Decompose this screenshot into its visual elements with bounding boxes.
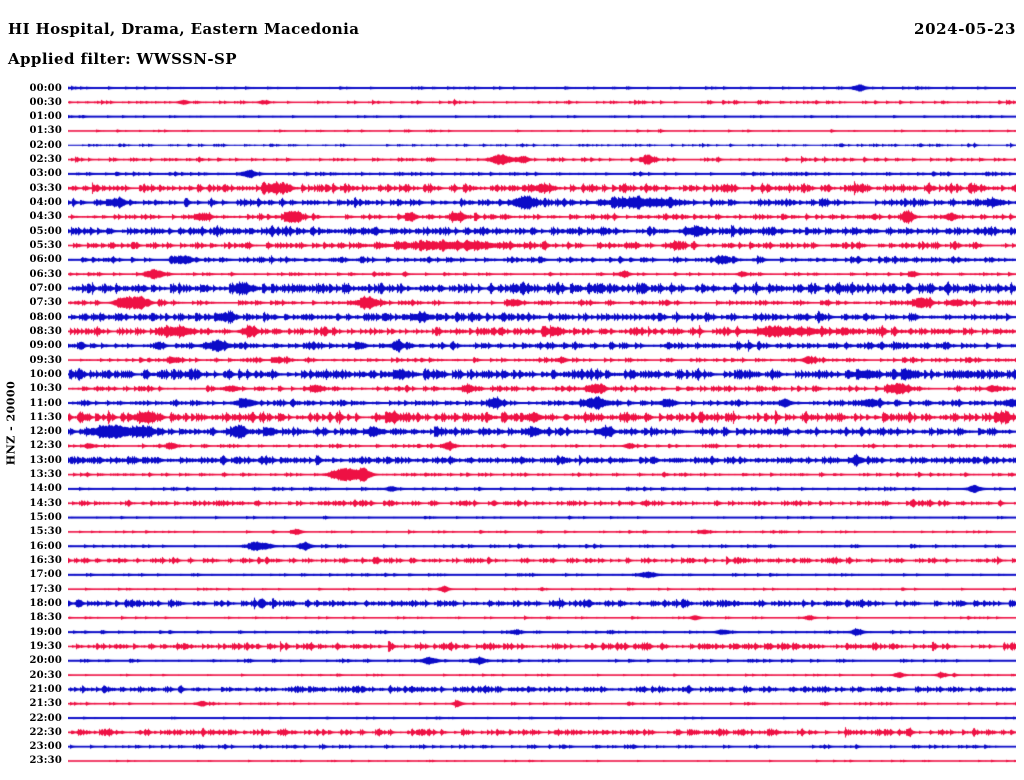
time-label: 11:00 [29, 397, 62, 409]
channel-scale-axis-label: HNZ - 20000 [4, 380, 18, 466]
time-label: 10:00 [29, 368, 62, 380]
time-label: 14:30 [29, 497, 62, 509]
time-label: 04:00 [29, 197, 62, 209]
time-label: 03:00 [29, 168, 62, 180]
time-label: 21:00 [29, 683, 62, 695]
time-label: 07:00 [29, 282, 62, 294]
time-label: 00:00 [29, 82, 62, 94]
time-label: 10:30 [29, 383, 62, 395]
time-label: 18:00 [29, 597, 62, 609]
time-label: 16:00 [29, 540, 62, 552]
time-label: 07:30 [29, 297, 62, 309]
time-label: 19:00 [29, 626, 62, 638]
time-label: 00:30 [29, 96, 62, 108]
time-label: 02:30 [29, 154, 62, 166]
filter-label: Applied filter: WWSSN-SP [8, 50, 237, 68]
time-label: 08:00 [29, 311, 62, 323]
time-label: 23:00 [29, 741, 62, 753]
time-label: 09:30 [29, 354, 62, 366]
time-label: 11:30 [29, 411, 62, 423]
time-label: 16:30 [29, 555, 62, 567]
time-label: 05:30 [29, 240, 62, 251]
time-label: 21:30 [29, 698, 62, 710]
time-label: 17:00 [29, 569, 62, 581]
time-label: 23:30 [29, 755, 62, 767]
helicorder-traces [68, 80, 1016, 772]
time-label: 12:00 [29, 426, 62, 438]
time-label: 22:00 [29, 712, 62, 724]
time-label: 08:30 [29, 325, 62, 337]
time-label: 06:30 [29, 268, 62, 280]
time-label: 15:30 [29, 526, 62, 538]
time-label: 09:00 [29, 340, 62, 352]
station-title: HI Hospital, Drama, Eastern Macedonia [8, 20, 360, 38]
time-label: 18:30 [29, 612, 62, 624]
time-label: 20:30 [29, 669, 62, 681]
time-label: 22:30 [29, 726, 62, 738]
time-label: 04:30 [29, 211, 62, 223]
time-label: 13:00 [29, 454, 62, 466]
time-label: 14:00 [29, 483, 62, 495]
time-label: 03:30 [29, 182, 62, 194]
time-label: 12:30 [29, 440, 62, 452]
time-label: 01:00 [29, 111, 62, 123]
time-label: 17:30 [29, 583, 62, 595]
time-label: 05:00 [29, 225, 62, 237]
time-label: 20:00 [29, 655, 62, 667]
time-label: 01:30 [29, 125, 62, 137]
time-label: 06:00 [29, 254, 62, 266]
time-label: 13:30 [29, 469, 62, 481]
time-label: 19:30 [29, 640, 62, 652]
time-label: 02:00 [29, 139, 62, 151]
date-label: 2024-05-23 [914, 20, 1016, 38]
time-label: 15:00 [29, 512, 62, 524]
